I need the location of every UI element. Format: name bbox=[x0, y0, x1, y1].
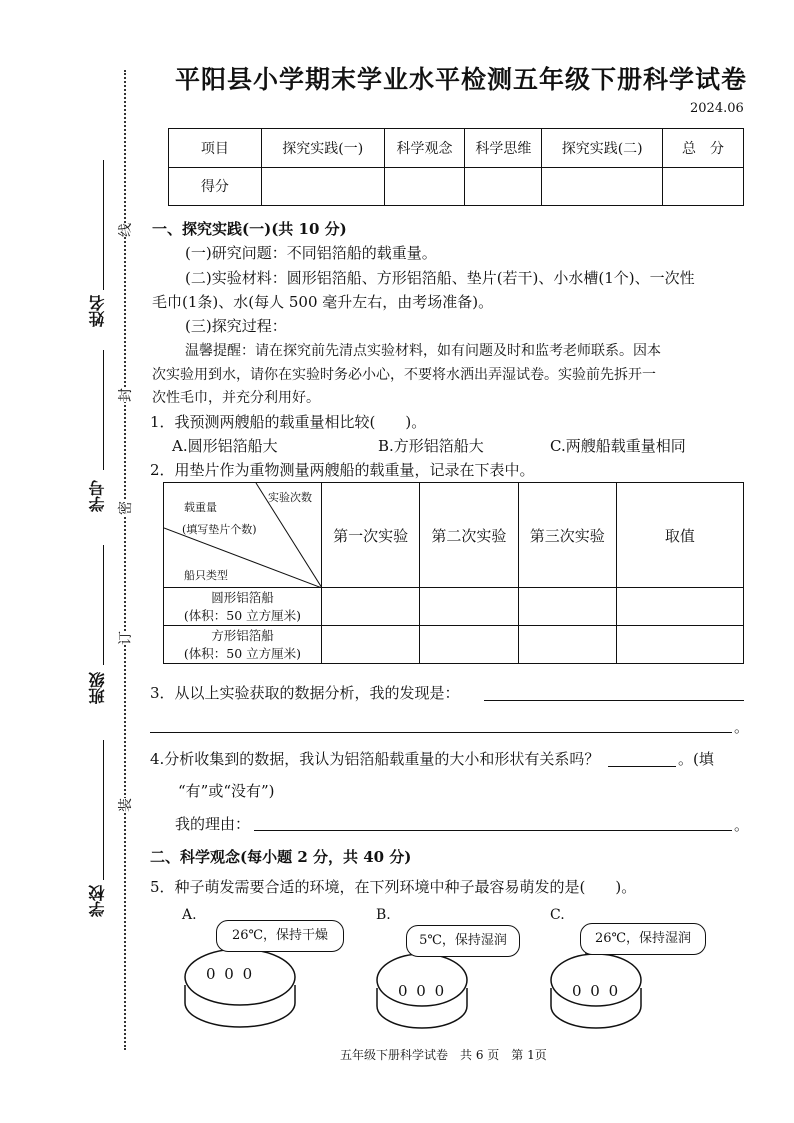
score-cell[interactable] bbox=[465, 167, 542, 206]
tip-line-1: 温馨提醒：请在探究前先清点实验材料，如有问题及时和监考老师联系。因本 bbox=[185, 343, 661, 359]
corner-label-boat-type: 船只类型 bbox=[184, 569, 228, 582]
section-2-heading: 二、科学观念(每小题 2 分，共 40 分) bbox=[150, 848, 412, 866]
binding-field-student-id: 学号 bbox=[88, 480, 107, 512]
process-heading: (三)探究过程： bbox=[185, 317, 287, 335]
materials-line-2: 毛巾(1条)、水(每人 500 毫升左右，由考场准备)。 bbox=[152, 293, 494, 311]
seeds-b: 0 0 0 bbox=[398, 982, 447, 1000]
column-header: 第一次实验 bbox=[321, 483, 419, 588]
data-cell[interactable] bbox=[420, 626, 518, 664]
corner-label-load-note: (填写垫片个数) bbox=[182, 523, 257, 536]
materials-line-1: (二)实验材料：圆形铝箔船、方形铝箔船、垫片(若干)、小水槽(1个)、一次性 bbox=[185, 269, 695, 287]
school-blank-line bbox=[103, 740, 104, 880]
score-header: 总 分 bbox=[663, 129, 744, 168]
corner-label-trials: 实验次数 bbox=[268, 491, 312, 504]
binding-field-school: 学校 bbox=[88, 885, 107, 917]
q4-reason-label: 我的理由： bbox=[175, 815, 251, 833]
data-cell[interactable] bbox=[518, 626, 616, 664]
column-header: 取值 bbox=[616, 483, 743, 588]
score-header: 探究实践(二) bbox=[542, 129, 663, 168]
score-cell[interactable] bbox=[663, 167, 744, 206]
seeds-c: 0 0 0 bbox=[572, 982, 621, 1000]
row-name: 方形铝箔船 bbox=[211, 627, 274, 643]
data-cell[interactable] bbox=[321, 626, 419, 664]
score-table bbox=[168, 128, 744, 206]
class-blank-line bbox=[103, 545, 104, 665]
q3-answer-line-1[interactable] bbox=[484, 700, 744, 701]
q1-option-a[interactable]: A.圆形铝箔船大 bbox=[172, 437, 278, 455]
question-5: 5．种子萌发需要合适的环境，在下列环境中种子最容易萌发的是( )。 bbox=[150, 878, 637, 896]
binding-field-name: 姓名 bbox=[88, 295, 107, 327]
score-header: 探究实践(一) bbox=[261, 129, 384, 168]
q5-option-a-condition: 26℃，保持干燥 bbox=[216, 920, 344, 952]
binding-mark: 密 bbox=[115, 501, 135, 515]
tip-line-3: 次性毛巾，并充分利用好。 bbox=[152, 390, 320, 406]
q5-option-b-condition: 5℃，保持湿润 bbox=[406, 925, 520, 957]
question-2: 2．用垫片作为重物测量两艘船的载重量，记录在下表中。 bbox=[150, 461, 535, 479]
binding-mark: 封 bbox=[115, 388, 135, 402]
section-1-heading: 一、探究实践(一)(共 10 分) bbox=[152, 220, 347, 238]
q4-instruction: “有”或“没有”) bbox=[178, 782, 275, 800]
score-row-label: 得分 bbox=[169, 167, 262, 206]
binding-dotted-line bbox=[124, 70, 126, 1050]
q5-option-a-letter[interactable]: A. bbox=[182, 907, 197, 923]
score-cell[interactable] bbox=[384, 167, 465, 206]
score-header: 项目 bbox=[169, 129, 262, 168]
binding-mark: 订 bbox=[115, 631, 135, 645]
question-3: 3．从以上实验获取的数据分析，我的发现是： bbox=[150, 684, 460, 702]
q3-period: 。 bbox=[734, 718, 750, 736]
score-header: 科学思维 bbox=[465, 129, 542, 168]
data-cell[interactable] bbox=[420, 588, 518, 626]
column-header: 第三次实验 bbox=[518, 483, 616, 588]
binding-mark: 线 bbox=[115, 223, 135, 237]
id-blank-line bbox=[103, 350, 104, 470]
q4-fill-note: 。(填 bbox=[678, 750, 714, 768]
q1-option-c[interactable]: C.两艘船载重量相同 bbox=[550, 437, 686, 455]
q3-answer-line-2[interactable] bbox=[150, 732, 732, 733]
data-cell[interactable] bbox=[616, 626, 743, 664]
q1-option-b[interactable]: B.方形铝箔船大 bbox=[378, 437, 484, 455]
score-cell[interactable] bbox=[542, 167, 663, 206]
q5-option-c-letter[interactable]: C. bbox=[550, 907, 565, 923]
name-blank-line bbox=[103, 160, 104, 290]
q4-answer-blank[interactable] bbox=[608, 766, 676, 767]
tip-line-2: 次实验用到水，请你在实验时务必小心，不要将水洒出弄湿试卷。实验前先拆开一 bbox=[152, 367, 656, 383]
score-cell[interactable] bbox=[261, 167, 384, 206]
data-cell[interactable] bbox=[321, 588, 419, 626]
question-1: 1．我预测两艘船的载重量相比较( )。 bbox=[150, 413, 427, 431]
q4-reason-line[interactable] bbox=[254, 830, 732, 831]
table-corner-cell bbox=[164, 483, 322, 588]
corner-label-load: 载重量 bbox=[184, 501, 217, 514]
q5-option-b-letter[interactable]: B. bbox=[376, 907, 391, 923]
question-4: 4.分析收集到的数据，我认为铝箔船载重量的大小和形状有关系吗？ bbox=[150, 750, 600, 768]
page-footer: 五年级下册科学试卷 共 6 页 第 1页 bbox=[340, 1048, 547, 1062]
q5-option-c-condition: 26℃，保持湿润 bbox=[580, 923, 706, 955]
page-title: 平阳县小学期末学业水平检测五年级下册科学试卷 bbox=[175, 65, 748, 94]
experiment-table bbox=[163, 482, 744, 664]
row-volume: (体积：50 立方厘米) bbox=[183, 607, 302, 623]
q4-period: 。 bbox=[734, 816, 750, 834]
seeds-a: 0 0 0 bbox=[206, 965, 255, 983]
row-header-square-boat bbox=[164, 626, 322, 664]
binding-field-class: 班级 bbox=[88, 672, 107, 704]
score-header: 科学观念 bbox=[384, 129, 465, 168]
row-volume: (体积：50 立方厘米) bbox=[183, 645, 302, 661]
row-header-round-boat bbox=[164, 588, 322, 626]
research-question: (一)研究问题：不同铝箔船的载重量。 bbox=[185, 244, 437, 262]
row-name: 圆形铝箔船 bbox=[211, 589, 274, 605]
exam-date: 2024.06 bbox=[690, 101, 744, 116]
binding-mark: 装 bbox=[115, 798, 135, 812]
data-cell[interactable] bbox=[616, 588, 743, 626]
data-cell[interactable] bbox=[518, 588, 616, 626]
column-header: 第二次实验 bbox=[420, 483, 518, 588]
